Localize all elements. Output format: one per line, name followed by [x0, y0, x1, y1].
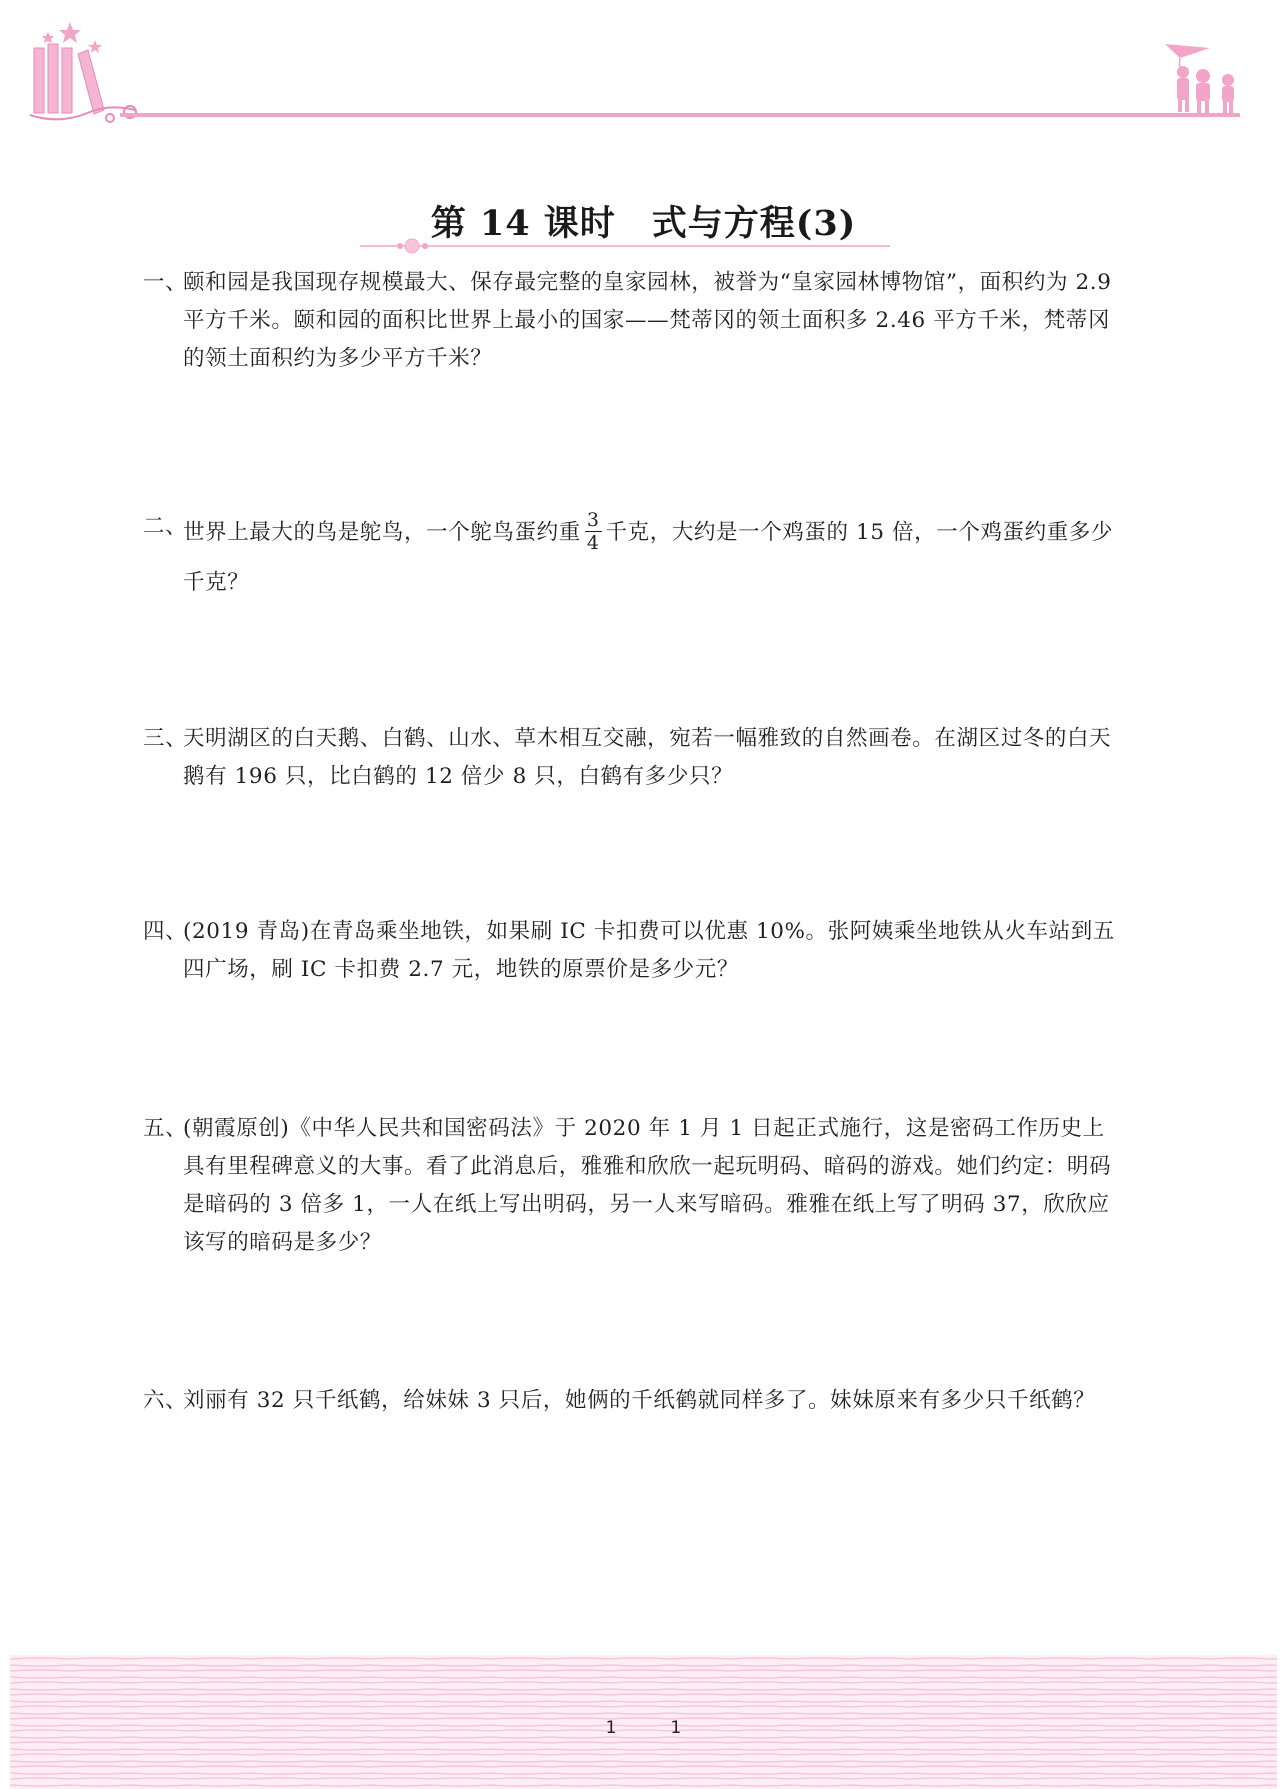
lesson-number: 第 14 课时: [430, 203, 616, 244]
question-5: [143, 1110, 1123, 1262]
question-4: [143, 913, 1123, 989]
question-3: [143, 720, 1123, 796]
question-text: 颐和园是我国现存规模最大、保存最完整的皇家园林，被誉为“皇家园林博物馆”，面积约为 2.9 平方千米。颐和园的面积比世界上最小的国家——梵蒂冈的领土面积多 2.46 平方千米，梵蒂冈的领土面积约为多少平方千米？: [183, 270, 1112, 371]
page-number: [0, 1718, 1287, 1738]
page-number-left: 1: [605, 1718, 617, 1738]
question-2: [143, 508, 1123, 608]
question-number: 三、: [143, 726, 188, 751]
question-text: (2019 青岛)在青岛乘坐地铁，如果刷 IC 卡扣费可以优惠 10%。张阿姨乘坐地铁从火车站到五四广场，刷 IC 卡扣费 2.7 元，地铁的原票价是多少元？: [183, 919, 1115, 982]
question-number: 五、: [143, 1116, 188, 1141]
fraction: [585, 509, 602, 554]
question-text: 世界上最大的鸟是鸵鸟，一个鸵鸟蛋约重: [183, 520, 581, 545]
kids-kite-icon: [1165, 44, 1234, 113]
question-6: [143, 1382, 1123, 1420]
question-text: 千克，大约是一个鸡蛋的 15 倍，一个鸡蛋约重多少千克？: [183, 520, 1114, 595]
title-underline: [360, 236, 890, 256]
question-text: 刘丽有 32 只千纸鹤，给妹妹 3 只后，她俩的千纸鹤就同样多了。妹妹原来有多少只千纸鹤？: [183, 1388, 1096, 1413]
question-number: 四、: [143, 919, 188, 944]
books-logo-icon: [30, 44, 136, 122]
lesson-topic: 式与方程(3): [651, 203, 857, 244]
question-number: 一、: [143, 270, 188, 295]
fraction-numerator: 3: [586, 508, 600, 531]
page-number-right: 1: [670, 1718, 682, 1738]
question-1: [143, 264, 1123, 378]
question-number: 六、: [143, 1388, 188, 1413]
question-text: 天明湖区的白天鹅、白鹤、山水、草木相互交融，宛若一幅雅致的自然画卷。在湖区过冬的白天鹅有 196 只，比白鹤的 12 倍少 8 只，白鹤有多少只？: [183, 726, 1112, 789]
header-decoration: [0, 0, 1287, 140]
question-number: 二、: [143, 514, 188, 539]
question-text: (朝霞原创)《中华人民共和国密码法》于 2020 年 1 月 1 日起正式施行，这是密码工作历史上具有里程碑意义的大事。看了此消息后，雅雅和欣欣一起玩明码、暗码的游戏。她们约定：明码是暗码的 3 倍多 1，一人在纸上写出明码，另一人来写暗码。雅雅在纸上写了明码 37，欣欣应该写的暗码是多少？: [183, 1116, 1112, 1255]
fraction-denominator: 4: [586, 531, 600, 554]
